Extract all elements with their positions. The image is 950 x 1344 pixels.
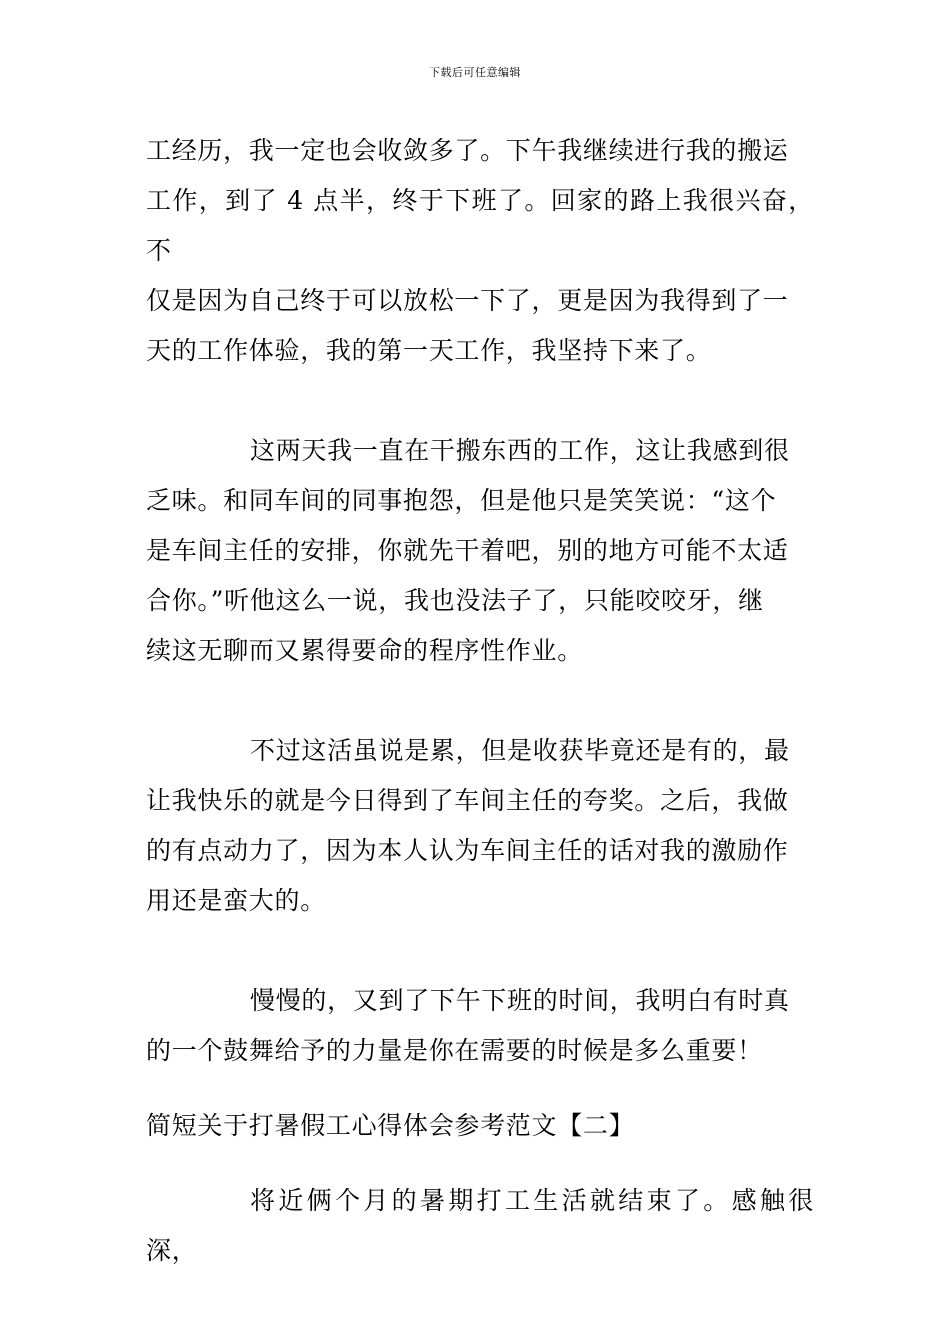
- text-line: 合你。”听他这么一说，我也没法子了，只能咬咬牙，继: [146, 586, 764, 615]
- text-line: 是车间主任的安排，你就先干着吧，别的地方可能不太适: [146, 536, 789, 565]
- text-line: 用还是蛮大的。: [146, 886, 326, 915]
- text-line: 天的工作体验，我的第一天工作，我坚持下来了。: [146, 336, 712, 365]
- paragraph-spacer: [146, 676, 814, 726]
- text-line: 的一个鼓舞给予的力量是你在需要的时候是多么重要！: [146, 1036, 763, 1065]
- section-title: 简短关于打暑假工心得体会参考范文【二】: [146, 1111, 635, 1140]
- paragraph-spacer: [146, 926, 814, 976]
- text-line: 乏味。和同车间的同事抱怨，但是他只是笑笑说：“这个: [146, 486, 777, 515]
- text-line: 仅是因为自己终于可以放松一下了，更是因为我得到了一: [146, 286, 789, 315]
- document-body: [146, 126, 814, 1276]
- text-line: 工经历，我一定也会收敛多了。下午我继续进行我的搬运: [146, 136, 789, 165]
- paragraph-spacer: [146, 1151, 814, 1176]
- paragraph-spacer: [146, 1076, 814, 1101]
- text-line: 的有点动力了，因为本人认为车间主任的话对我的激励作: [146, 836, 789, 865]
- paragraph-3: [146, 726, 814, 926]
- paragraph-5: [146, 1176, 814, 1276]
- text-line: 这两天我一直在干搬东西的工作，这让我感到很: [250, 436, 790, 465]
- paragraph-1: [146, 126, 814, 376]
- text-line: 将近俩个月的暑期打工生活就结束了。感触很深，: [146, 1186, 814, 1265]
- paragraph-4: [146, 976, 814, 1076]
- text-line: 续这无聊而又累得要命的程序性作业。: [146, 636, 583, 665]
- text-line: 让我快乐的就是今日得到了车间主任的夸奖。之后，我做: [146, 786, 789, 815]
- paragraph-spacer: [146, 376, 814, 426]
- text-line: 不过这活虽说是累，但是收获毕竟还是有的，最: [250, 736, 790, 765]
- text-line: 工作，到了 4 点半，终于下班了。回家的路上我很兴奋，不: [146, 186, 814, 265]
- paragraph-2: [146, 426, 814, 676]
- page-header: 下载后可任意编辑: [429, 66, 521, 79]
- text-line: 慢慢的，又到了下午下班的时间，我明白有时真: [250, 986, 790, 1015]
